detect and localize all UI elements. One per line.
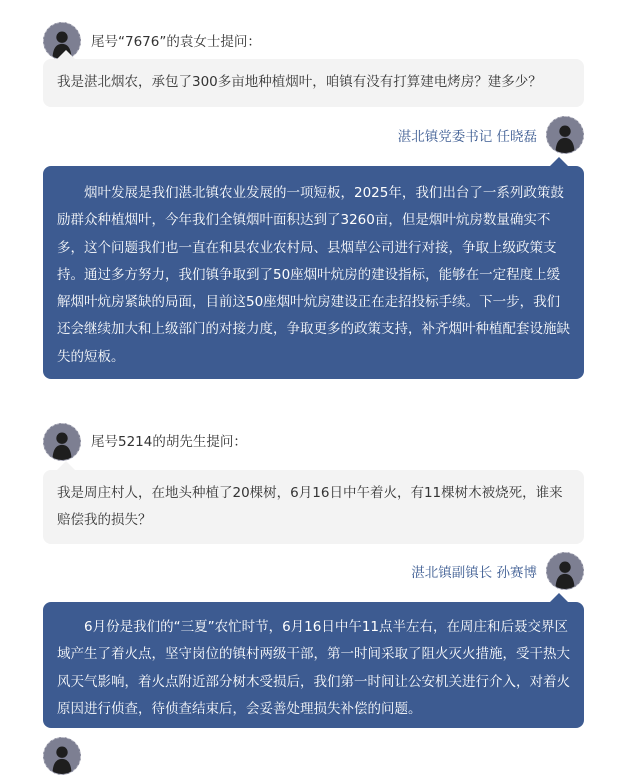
- asker-name: 尾号5214的胡先生提问：: [91, 434, 247, 450]
- answerer-avatar: [546, 552, 584, 590]
- answerer-avatar: [546, 116, 584, 154]
- question-text: 我是湛北烟农，承包了300多亩地种植烟叶，咱镇有没有打算建电烤房？建多少？: [57, 74, 542, 90]
- answer-bubble: [43, 602, 584, 728]
- asker-name: 尾号“7676”的袁女士提问：: [91, 34, 261, 50]
- answerer-name: 湛北镇党委书记 任晓磊: [397, 129, 537, 145]
- person-silhouette-icon: [44, 738, 80, 774]
- person-silhouette-icon: [547, 117, 583, 153]
- question-bubble: [43, 470, 584, 544]
- answer-text: 烟叶发展是我们湛北镇农业发展的一项短板，2025年，我们出台了一系列政策鼓励群众种植烟叶，今年我们全镇烟叶面积达到了3260亩，但是烟叶炕房数量确实不多，这个问题我们也一直在和县农业农村局、县烟草公司进行对接，争取上级政策支持。通过多方努力，我们镇争取到了50座烟叶炕房的建设指标，能够在一定程度上缓解烟叶炕房紧缺的局面，目前这50座烟叶炕房建设正在走招投标手续。下一步，我们还会继续加大和上级部门的对接力度，争取更多的政策支持，补齐烟叶种植配套设施缺失的短板。: [57, 185, 570, 365]
- answer-text: 6月份是我们的“三夏”农忙时节，6月16日中午11点半左右，在周庄和后聂交界区域产生了着火点，坚守岗位的镇村两级干部，第一时间采取了阻火灭火措施，受干热大风天气影响，着火点附近部分树木受损后，我们第一时间让公安机关进行介入，对着火原因进行侦查，待侦查结束后，会妥善处理损失补偿的问题。: [57, 619, 570, 717]
- question-text: 我是周庄村人，在地头种植了20棵树，6月16日中午着火，有11棵树木被烧死，谁来赔偿我的损失？: [57, 485, 563, 528]
- asker-avatar: [43, 737, 81, 775]
- person-silhouette-icon: [547, 553, 583, 589]
- answer-bubble: [43, 166, 584, 379]
- question-bubble: [43, 59, 584, 107]
- asker-avatar: [43, 423, 81, 461]
- answerer-name: 湛北镇副镇长 孙赛博: [411, 565, 537, 581]
- person-silhouette-icon: [44, 424, 80, 460]
